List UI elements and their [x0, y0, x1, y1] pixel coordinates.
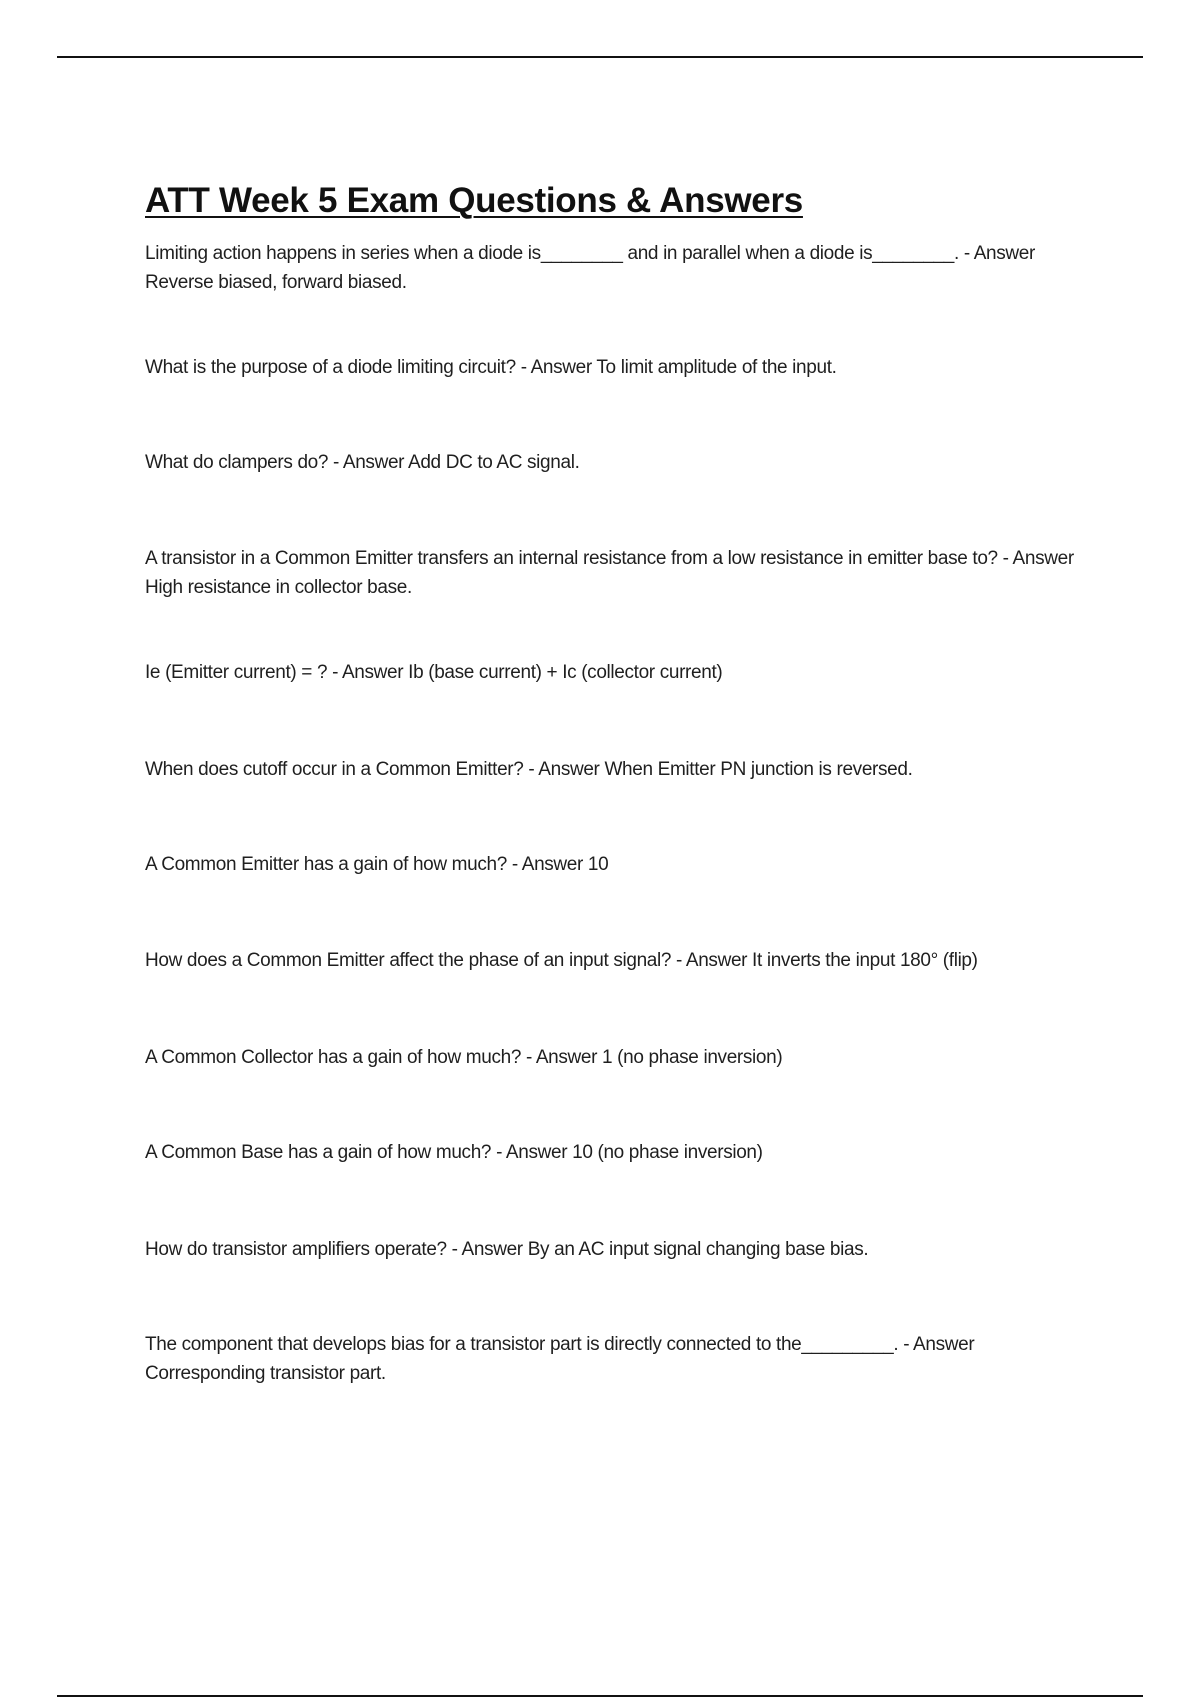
qa-item: A transistor in a Common Emitter transfers an internal resistance from a low resistance in emitter base to? - Answer High resistance in collector base.: [145, 548, 1074, 598]
bottom-rule: [57, 1695, 1143, 1697]
qa-item: The component that develops bias for a transistor part is directly connected to the_________. - Answer Corresponding transistor part.: [145, 1334, 975, 1384]
qa-item: A Common Base has a gain of how much? - Answer 10 (no phase inversion): [145, 1142, 763, 1163]
qa-item: How does a Common Emitter affect the phase of an input signal? - Answer It inverts the input 180° (flip): [145, 950, 978, 971]
qa-item: What is the purpose of a diode limiting circuit? - Answer To limit amplitude of the input.: [145, 357, 837, 378]
qa-item: A Common Collector has a gain of how much? - Answer 1 (no phase inversion): [145, 1047, 783, 1068]
qa-item: How do transistor amplifiers operate? - Answer By an AC input signal changing base bias.: [145, 1239, 869, 1260]
qa-item: When does cutoff occur in a Common Emitter? - Answer When Emitter PN junction is reversed.: [145, 759, 913, 780]
document-title: ATT Week 5 Exam Questions & Answers: [145, 181, 803, 220]
qa-item: A Common Emitter has a gain of how much? - Answer 10: [145, 854, 609, 875]
top-rule: [57, 56, 1143, 58]
document-body: [145, 178, 1090, 1384]
qa-item: Limiting action happens in series when a diode is________ and in parallel when a diode is________. - Answer Reverse biased, forward biased.: [145, 243, 1035, 293]
qa-item: Ie (Emitter current) = ? - Answer Ib (base current) + Ic (collector current): [145, 662, 723, 683]
qa-item: What do clampers do? - Answer Add DC to AC signal.: [145, 452, 580, 473]
